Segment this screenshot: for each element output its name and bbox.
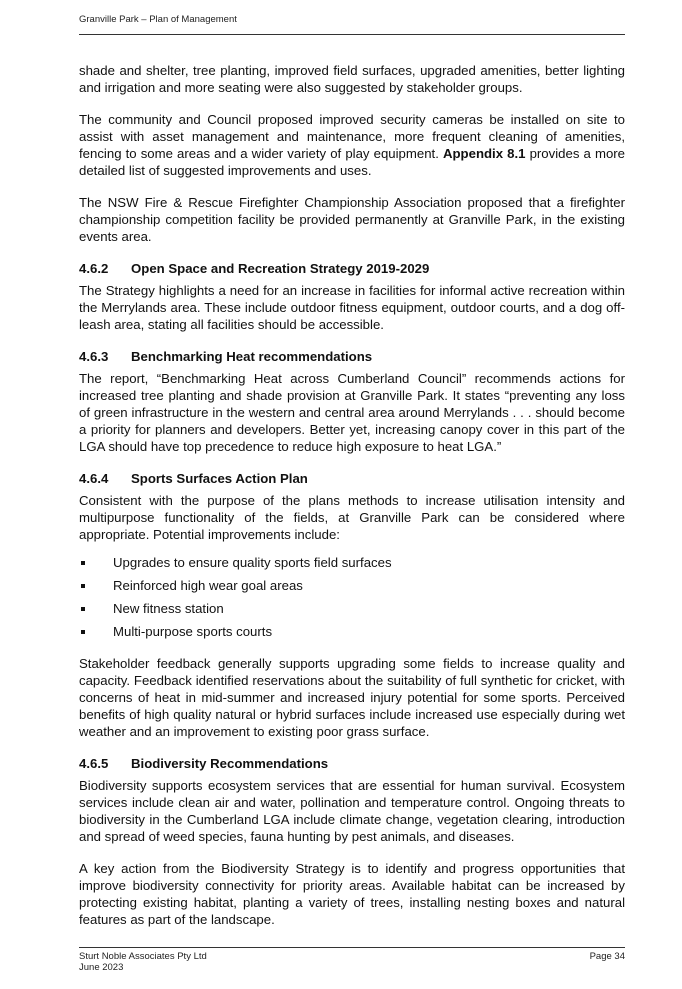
list-item-text: Multi-purpose sports courts xyxy=(113,624,273,639)
intro-paragraph-1: shade and shelter, tree planting, improved field surfaces, upgraded amenities, better lighting and irrigation and more seating were also suggested by stakeholder groups. xyxy=(79,63,625,95)
list-item xyxy=(79,554,625,571)
appendix-reference: Appendix 8.1 xyxy=(442,146,526,161)
section-heading-4-6-4 xyxy=(79,470,625,487)
list-item-text: Reinforced high wear goal areas xyxy=(113,578,303,593)
footer-divider xyxy=(79,947,625,948)
bullet-icon xyxy=(81,607,85,611)
list-item xyxy=(79,577,625,594)
bullet-icon xyxy=(81,561,85,565)
section-4-6-3-paragraph: The report, “Benchmarking Heat across Cumberland Council” recommends actions for increased tree planting and shade provision at Granville Park. It states “preventing any loss of green infrastructure in the western and central area around Merrylands . . . should become a priority for planners and developers. Better yet, increasing canopy cover in this part of the LGA should have top precedence to reduce high exposure to heat LGA.” xyxy=(79,371,625,454)
footer-date: June 2023 xyxy=(79,962,124,973)
page-number: Page 34 xyxy=(589,951,625,962)
footer-company: Sturt Noble Associates Pty Ltd xyxy=(79,951,207,962)
section-title: Biodiversity Recommendations xyxy=(131,756,329,771)
page-body xyxy=(79,62,625,943)
section-4-6-5-paragraph-1: Biodiversity supports ecosystem services that are essential for human survival. Ecosystem services include clean air and water, pollination and temperature control. Ongoing threats to biodiversity in the Cumberland LGA include climate change, vegetation clearing, introduction and spread of weed species, fauna hunting by pest animals, and diseases. xyxy=(79,778,625,844)
section-4-6-2-paragraph: The Strategy highlights a need for an increase in facilities for informal active recreation within the Merrylands area. These include outdoor fitness equipment, outdoor courts, and a dog off-leash area, stating all facilities should be accessible. xyxy=(79,283,625,332)
running-header: Granville Park – Plan of Management xyxy=(79,14,237,25)
section-heading-4-6-3 xyxy=(79,348,625,365)
section-number: 4.6.4 xyxy=(79,471,109,486)
intro-paragraph-3: The NSW Fire & Rescue Firefighter Championship Association proposed that a firefighter championship competition facility be provided permanently at Granville Park, in the existing events area. xyxy=(79,195,625,244)
section-heading-4-6-2 xyxy=(79,260,625,277)
section-4-6-4-paragraph-1: Consistent with the purpose of the plans methods to increase utilisation intensity and multipurpose functionality of the fields, at Granville Park can be considered where appropriate. Potential improvements include: xyxy=(79,493,625,542)
intro-paragraph-2 xyxy=(79,111,625,179)
footer-left xyxy=(79,951,207,973)
bullet-icon xyxy=(81,584,85,588)
section-title: Benchmarking Heat recommendations xyxy=(131,349,373,364)
section-number: 4.6.5 xyxy=(79,756,109,771)
section-number: 4.6.3 xyxy=(79,349,109,364)
section-number: 4.6.2 xyxy=(79,261,109,276)
section-title: Sports Surfaces Action Plan xyxy=(131,471,308,486)
header-divider xyxy=(79,34,625,35)
section-heading-4-6-5 xyxy=(79,755,625,772)
list-item xyxy=(79,600,625,617)
bullet-icon xyxy=(81,630,85,634)
intro-paragraph-2-text-b: provides a more detailed list of suggested improvements and uses. xyxy=(79,146,626,178)
list-item-text: New fitness station xyxy=(113,601,224,616)
list-item xyxy=(79,623,625,640)
improvements-list xyxy=(79,554,625,640)
section-4-6-5-paragraph-2: A key action from the Biodiversity Strategy is to identify and progress opportunities that improve biodiversity connectivity for priority areas. Available habitat can be increased by protecting existing habitat, planting a variety of trees, installing nesting boxes and natural features as part of the landscape. xyxy=(79,861,625,927)
intro-paragraph-2-text-a: The community and Council proposed improved security cameras be installed on site to assist with asset management and maintenance, more frequent cleaning of amenities, fencing to some areas and a wider variety of play equipment. xyxy=(79,112,625,161)
section-title: Open Space and Recreation Strategy 2019-2029 xyxy=(131,261,430,276)
list-item-text: Upgrades to ensure quality sports field surfaces xyxy=(113,555,392,570)
section-4-6-4-paragraph-2: Stakeholder feedback generally supports upgrading some fields to increase quality and capacity. Feedback identified reservations about the suitability of full synthetic for cricket, with concerns of heat in mid-summer and increased injury potential for some sports. Perceived benefits of high quality natural or hybrid surfaces include increased use especially during wet weather and an improvement to existing poor grass surface. xyxy=(79,656,625,739)
